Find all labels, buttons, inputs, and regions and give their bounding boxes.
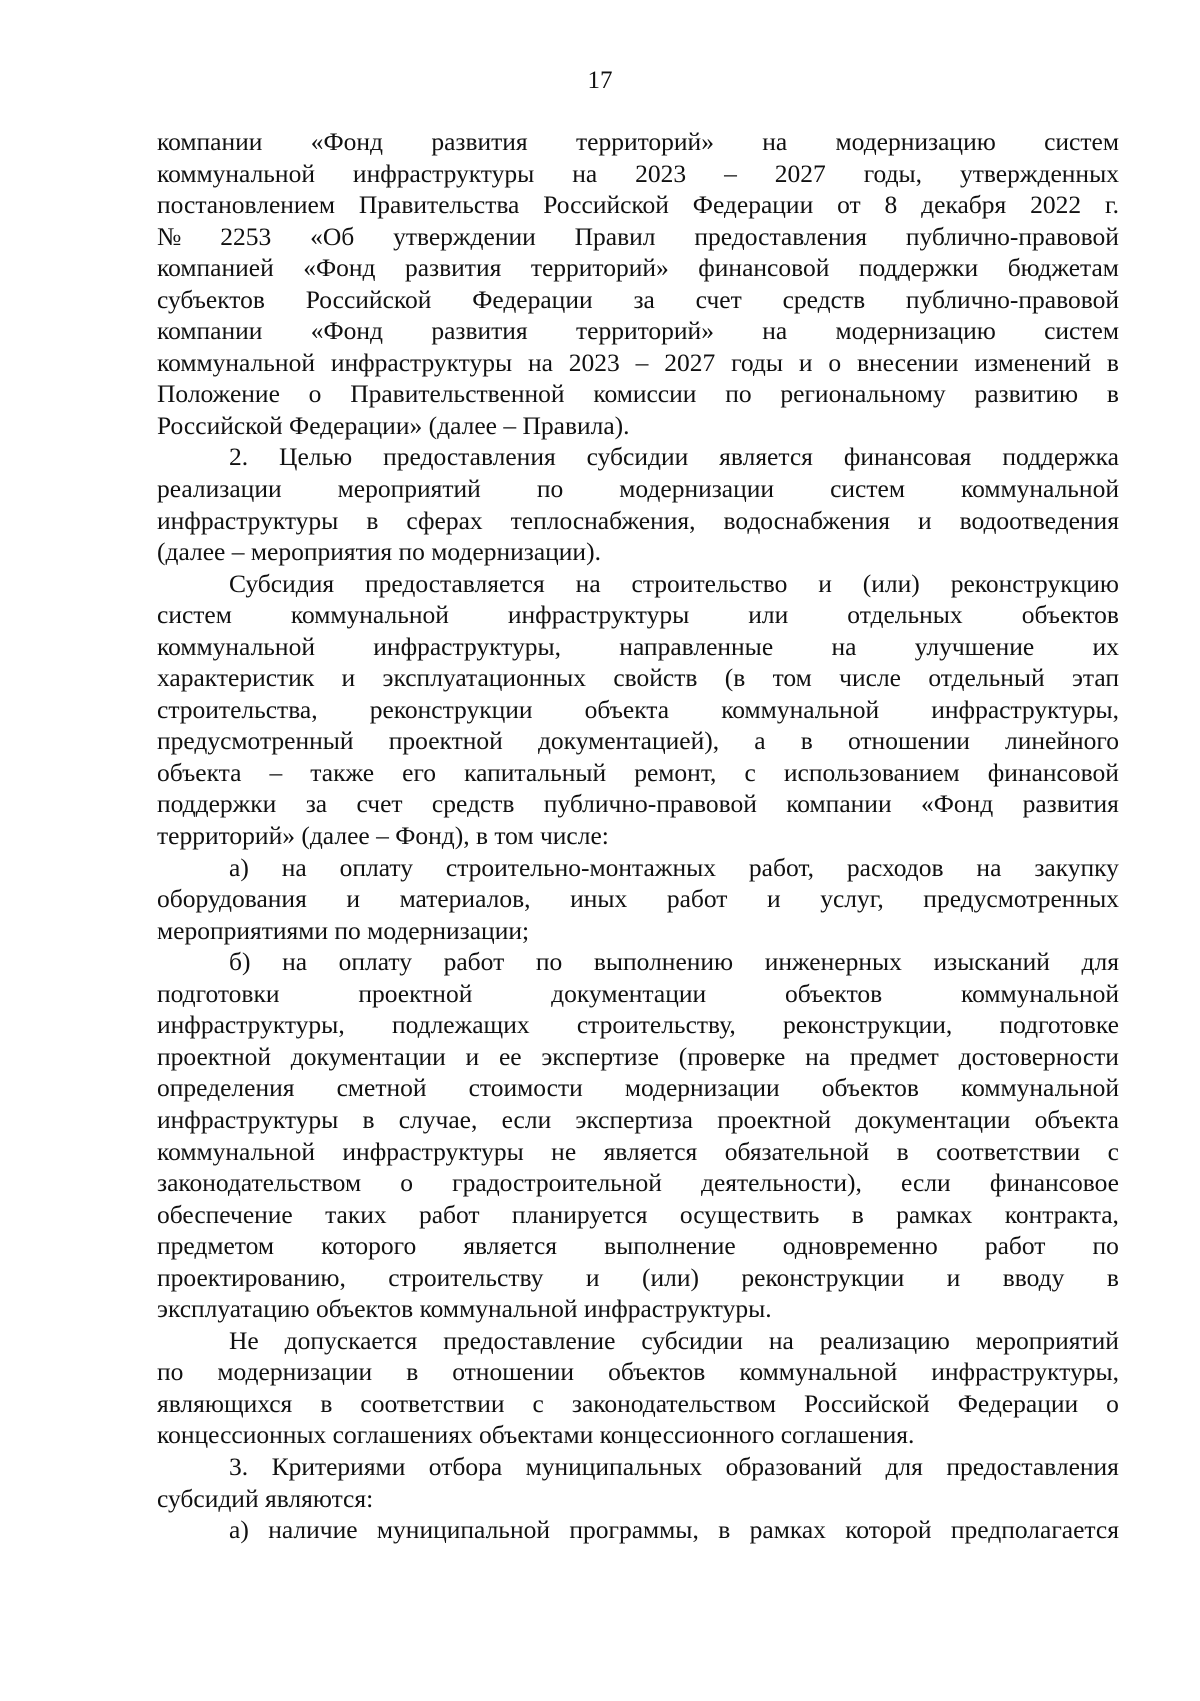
text-line: территорий» (далее – Фонд), в том числе: <box>157 821 609 851</box>
text-line: предметом которого является выполнение одновременно работ по <box>157 1231 1119 1261</box>
text-line: концессионных соглашениях объектами концессионного соглашения. <box>157 1420 915 1450</box>
text-line: коммунальной инфраструктуры, направленные на улучшение их <box>157 631 1119 661</box>
text-line: постановлением Правительства Российской Федерации от 8 декабря 2022 г. <box>157 190 1119 220</box>
text-line: систем коммунальной инфраструктуры или отдельных объектов <box>157 600 1119 630</box>
text-line: определения сметной стоимости модернизации объектов коммунальной <box>157 1073 1119 1103</box>
text-line: 2. Целью предоставления субсидии является финансовая поддержка <box>229 442 1119 472</box>
text-line: а) на оплату строительно-монтажных работ, расходов на закупку <box>229 852 1119 882</box>
document-body <box>157 126 1119 1546</box>
text-line: оборудования и материалов, иных работ и услуг, предусмотренных <box>157 884 1119 914</box>
text-line: эксплуатацию объектов коммунальной инфраструктуры. <box>157 1294 772 1324</box>
text-line: коммунальной инфраструктуры на 2023 – 2027 годы и о внесении изменений в <box>157 347 1119 377</box>
text-line: обеспечение таких работ планируется осуществить в рамках контракта, <box>157 1199 1119 1229</box>
text-line: строительства, реконструкции объекта коммунальной инфраструктуры, <box>157 694 1119 724</box>
text-line: а) наличие муниципальной программы, в рамках которой предполагается <box>229 1515 1119 1545</box>
text-line: по модернизации в отношении объектов коммунальной инфраструктуры, <box>157 1357 1119 1387</box>
text-line: проектированию, строительству и (или) реконструкции и вводу в <box>157 1262 1119 1292</box>
text-line: компании «Фонд развития территорий» на модернизацию систем <box>157 127 1119 156</box>
text-line: законодательством о градостроительной деятельности), если финансовое <box>157 1168 1119 1198</box>
page-number: 17 <box>587 67 613 94</box>
text-line: мероприятиями по модернизации; <box>157 915 530 945</box>
text-line: предусмотренный проектной документацией), а в отношении линейного <box>157 726 1119 756</box>
text-line: субсидий являются: <box>157 1483 374 1513</box>
text-line: компанией «Фонд развития территорий» финансовой поддержки бюджетам <box>157 253 1119 283</box>
text-line: субъектов Российской Федерации за счет средств публично-правовой <box>157 284 1119 314</box>
text-line: инфраструктуры в сферах теплоснабжения, водоснабжения и водоотведения <box>157 505 1119 535</box>
text-line: инфраструктуры в случае, если экспертиза проектной документации объекта <box>157 1104 1119 1134</box>
text-line: реализации мероприятий по модернизации систем коммунальной <box>157 474 1119 504</box>
text-line: инфраструктуры, подлежащих строительству, реконструкции, подготовке <box>157 1010 1119 1040</box>
text-line: коммунальной инфраструктуры не является обязательной в соответствии с <box>157 1136 1119 1166</box>
text-line: поддержки за счет средств публично-правовой компании «Фонд развития <box>157 789 1119 819</box>
text-line: Не допускается предоставление субсидии на реализацию мероприятий <box>229 1325 1119 1355</box>
text-line: (далее – мероприятия по модернизации). <box>157 537 601 567</box>
text-line: коммунальной инфраструктуры на 2023 – 2027 годы, утвержденных <box>157 158 1119 188</box>
text-line: являющихся в соответствии с законодательством Российской Федерации о <box>157 1388 1119 1418</box>
text-line: Положение о Правительственной комиссии по региональному развитию в <box>157 379 1119 409</box>
text-line: подготовки проектной документации объектов коммунальной <box>157 978 1119 1008</box>
text-line: Российской Федерации» (далее – Правила). <box>157 410 630 440</box>
text-line: б) на оплату работ по выполнению инженерных изысканий для <box>229 947 1119 977</box>
text-line: № 2253 «Об утверждении Правил предоставления публично-правовой <box>157 221 1119 251</box>
text-line: Субсидия предоставляется на строительство и (или) реконструкцию <box>229 568 1119 598</box>
text-line: характеристик и эксплуатационных свойств (в том числе отдельный этап <box>157 663 1119 693</box>
text-line: компании «Фонд развития территорий» на модернизацию систем <box>157 316 1119 346</box>
text-line: проектной документации и ее экспертизе (проверке на предмет достоверности <box>157 1041 1119 1071</box>
text-line: объекта – также его капитальный ремонт, с использованием финансовой <box>157 757 1119 787</box>
text-line: 3. Критериями отбора муниципальных образований для предоставления <box>229 1451 1119 1481</box>
